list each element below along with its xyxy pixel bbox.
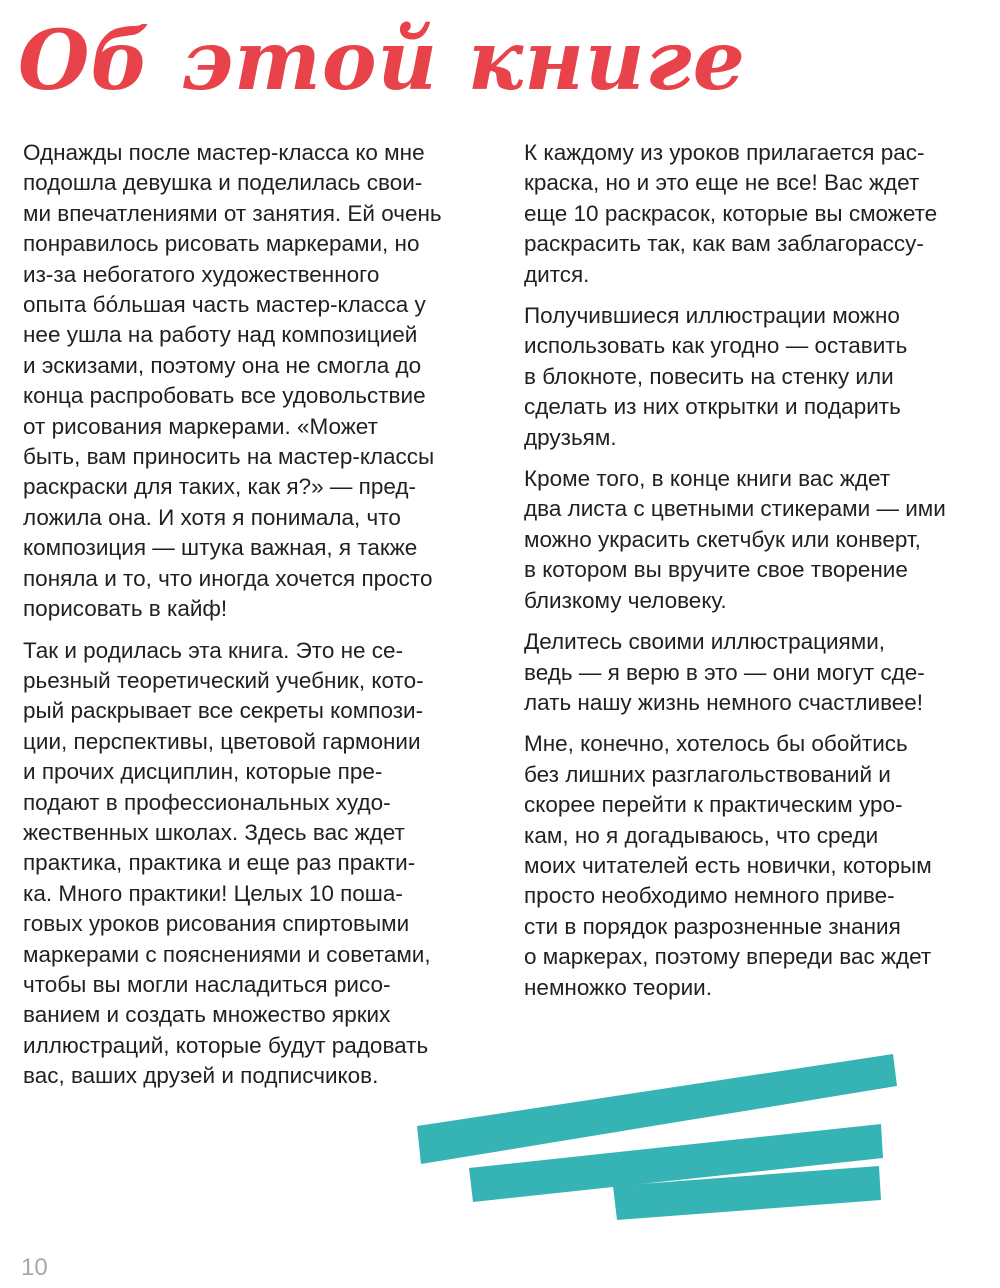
paragraph: Так и родилась эта книга. Это не се- рьезный теоретический учебник, кото- рый раскрывает все секреты компози- ции, перспективы, цветовой гармонии и прочих дисциплин, которые пре- подают в профессиональных худо- жественных школах. Здесь вас ждет практика, практика и еще раз практи- ка. Много практики! Целых 10 поша- говых уроков рисования спиртовыми маркерами с пояснениями и советами, чтобы вы могли насладиться рисо- ванием и создать множество ярких иллюстраций, которые будут радовать вас, ваших друзей и подписчиков. [23,637,431,1089]
page-number: 10 [21,1254,48,1281]
marker-strokes-decoration [405,1040,905,1230]
paragraph: Мне, конечно, хотелось бы обойтись без лишних разглагольствований и скорее перейти к практическим уро- кам, но я догадываюсь, что среди моих читателей есть новички, которым просто необходимо немного приве- сти в порядок разрозненные знания о маркерах, поэтому впереди вас ждет немножко теории. [524,731,932,1000]
paragraph: К каждому из уроков прилагается рас- краска, но и это еще не все! Вас ждет еще 10 раскрасок, которые вы сможете раскрасить так, как вам заблагорассу- дится. [524,140,938,287]
paragraph: Кроме того, в конце книги вас ждет два листа с цветными стикерами — ими можно украсить скетчбук или конверт, в котором вы вручите свое творение близкому человеку. [524,466,946,613]
paragraph: Получившиеся иллюстрации можно использовать как угодно — оставить в блокноте, повесить на стенку или сделать из них открытки и подарить друзьям. [524,303,908,450]
paragraph: Делитесь своими иллюстрациями, ведь — я верю в это — они могут сде- лать нашу жизнь немного счастливее! [524,629,925,715]
page-title: Об этой книге [18,13,746,109]
right-text-column [524,138,976,1014]
left-text-column [23,138,473,1103]
paragraph: Однажды после мастер-класса ко мне подошла девушка и поделилась свои- ми впечатлениями от занятия. Ей очень понравилось рисовать маркерами, но из-за небогатого художественного опыта бóльшая часть мастер-класса у нее ушла на работу над композицией и эскизами, поэтому она не смогла до конца распробовать все удовольствие от рисования маркерами. «Может быть, вам приносить на мастер-классы раскраски для таких, как я?» — пред- ложила она. И хотя я понимала, что композиция — штука важная, я также поняла и то, что иногда хочется просто порисовать в кайф! [23,140,442,622]
